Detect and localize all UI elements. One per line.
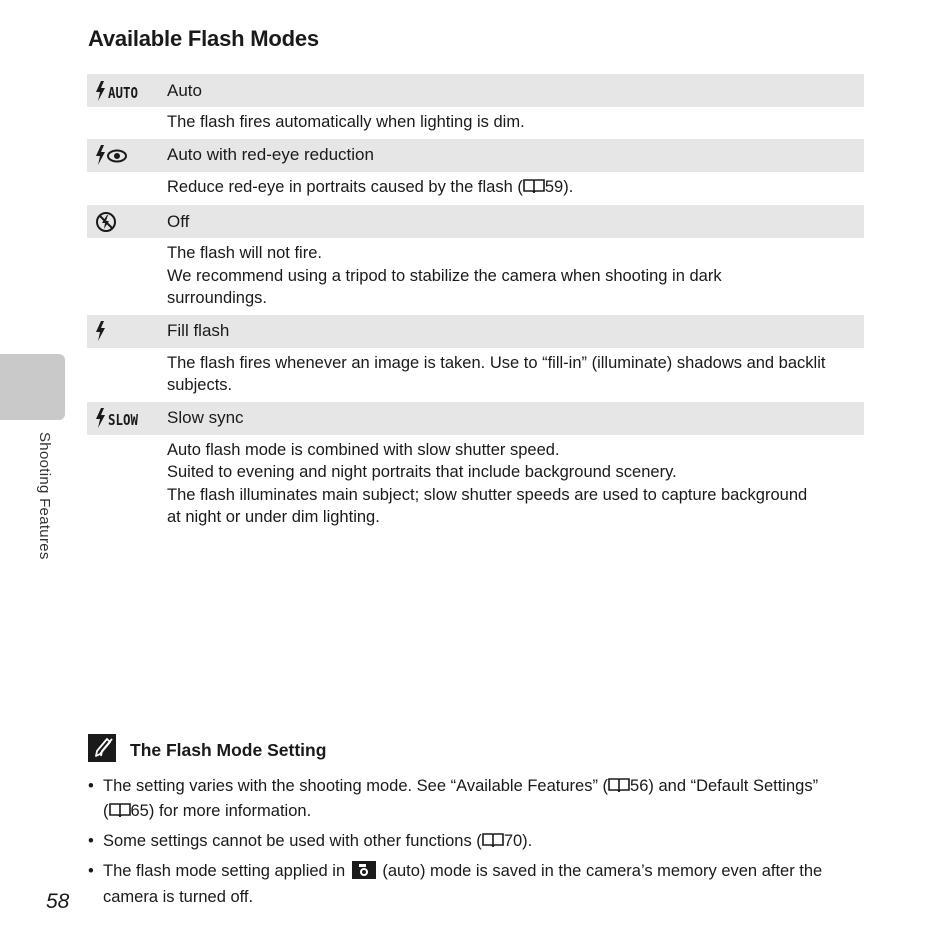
page-title: Available Flash Modes: [88, 26, 319, 51]
mode-row-red-eye: [87, 139, 864, 172]
description-line: Suited to evening and night portraits that include background scenery.: [167, 463, 677, 481]
page-reference: 70: [503, 832, 523, 850]
mode-row-auto: [87, 74, 864, 107]
description-line: The flash illuminates main subject; slow shutter speeds are used to capture background: [167, 485, 808, 504]
bullet-icon: •: [88, 777, 94, 795]
mode-description: [87, 107, 864, 139]
description-line: Auto flash mode is combined with slow shutter speed.: [167, 440, 560, 459]
description-line: surroundings.: [167, 289, 267, 307]
note-pencil-icon: [88, 734, 116, 767]
flash-modes-table: [87, 74, 864, 534]
flash-red-eye-icon: [87, 144, 167, 166]
bullet-icon: •: [88, 862, 94, 880]
description-line: The flash fires automatically when lighting is dim.: [167, 113, 525, 131]
svg-text:AUTO: AUTO: [108, 83, 138, 102]
page-number: 58: [46, 890, 70, 913]
description-line: The flash fires whenever an image is taken. Use to “fill-in” (illuminate) shadows and backlit: [167, 353, 826, 372]
camera-icon: [352, 861, 376, 886]
bullet-icon: •: [88, 832, 94, 850]
note-section: [88, 734, 868, 914]
mode-description: [87, 348, 864, 402]
book-reference-icon: [523, 178, 545, 201]
note-title: The Flash Mode Setting: [130, 740, 327, 760]
mode-row-slow-sync: [87, 402, 864, 435]
mode-row-off: [87, 205, 864, 238]
flash-slow-sync-icon: [87, 407, 167, 429]
page-reference: 65: [130, 802, 149, 820]
list-item: • The flash mode setting applied in (auto) mode is saved in the camera’s memory even after the camera is turned off.: [88, 862, 823, 906]
fill-flash-icon: [87, 320, 167, 342]
description-line: subjects.: [167, 376, 233, 394]
svg-text:SLOW: SLOW: [108, 411, 139, 429]
description-line: The flash will not fire.: [167, 244, 322, 262]
mode-description: [87, 238, 864, 315]
page-reference: 59: [544, 177, 564, 196]
chapter-tab: [0, 354, 65, 420]
mode-name: Slow sync: [167, 408, 244, 427]
mode-description: [87, 172, 864, 206]
mode-description: [87, 435, 864, 534]
mode-name: Fill flash: [167, 321, 230, 340]
mode-name: Off: [167, 211, 190, 231]
list-item: • The setting varies with the shooting mode. See “Available Features” ( 56) and “Default Settings” ( 65) for more information.: [88, 775, 868, 825]
description-line: We recommend using a tripod to stabilize the camera when shooting in dark: [167, 266, 722, 285]
list-item: • Some settings cannot be used with other functions ( 70).: [88, 830, 868, 855]
mode-name: Auto with red-eye reduction: [167, 145, 374, 164]
book-reference-icon: [608, 777, 630, 800]
mode-name: Auto: [167, 80, 202, 100]
description-line: at night or under dim lighting.: [167, 508, 380, 526]
book-reference-icon: [109, 802, 131, 825]
chapter-label: Shooting Features: [36, 432, 53, 560]
mode-row-fill-flash: [87, 315, 864, 348]
note-bullet-list: [88, 775, 868, 909]
description-line: Reduce red-eye in portraits caused by the flash ( 59).: [167, 176, 864, 201]
flash-off-icon: [87, 211, 167, 233]
page-reference: 56: [630, 777, 649, 795]
book-reference-icon: [482, 832, 504, 855]
flash-auto-icon: [87, 80, 167, 102]
note-header: [88, 734, 868, 767]
